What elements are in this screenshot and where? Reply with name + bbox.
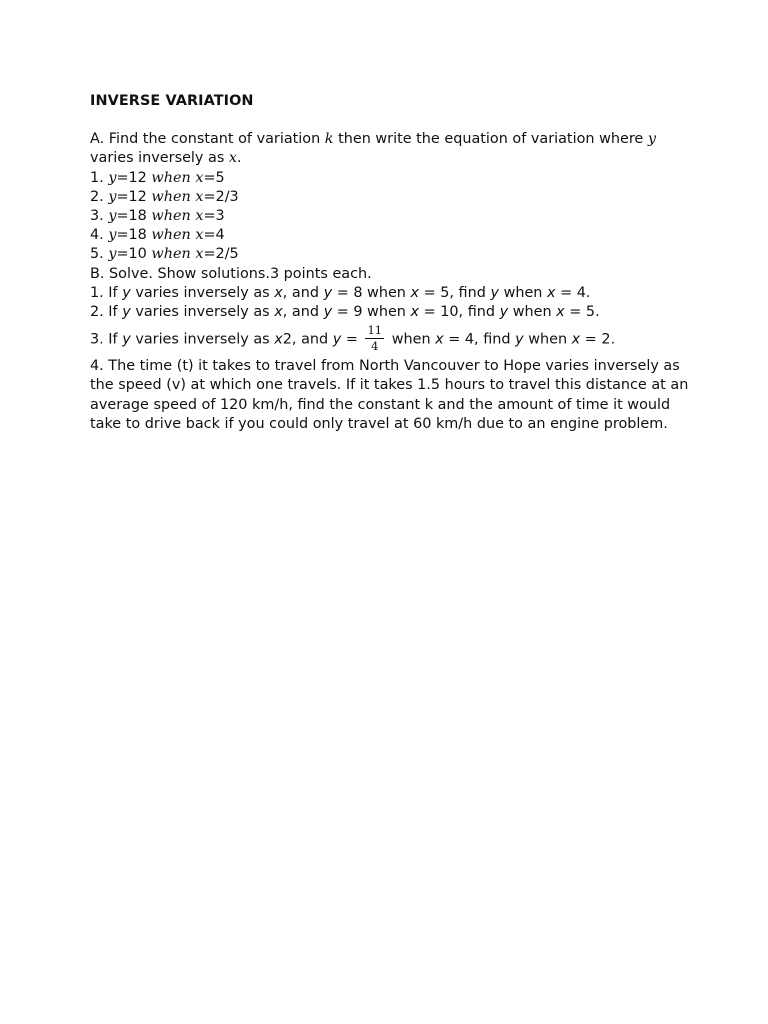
- var-x: x: [228, 150, 238, 167]
- problem-b2: 2. If y varies inversely as x, and y = 9 when x = 10, find y when x = 5.: [90, 304, 600, 321]
- part-a-instructions: A. Find the constant of variation k then write the equation of variation where y varies inversely as x.: [90, 131, 656, 167]
- var-k: k: [324, 131, 334, 148]
- worksheet-page: [90, 92, 690, 434]
- part-b-heading: B. Solve. Show solutions.3 points each.: [90, 265, 372, 282]
- list-item: 1. y=12 when x=5: [90, 169, 225, 186]
- list-item: 5. y=10 when x=2/5: [90, 246, 239, 263]
- fraction-11-over-4: $\frac{11}{4}$: [367, 323, 383, 354]
- list-item: 4. y=18 when x=4: [90, 227, 225, 244]
- page-title: INVERSE VARIATION: [90, 93, 254, 109]
- list-item: 2. y=12 when x=2/3: [90, 188, 239, 205]
- list-item: 3. y=18 when x=3: [90, 208, 225, 225]
- problem-b3: 3. If y varies inversely as x2, and y = $\frac{11}{4}$ when x = 4, find y when x = 2.: [90, 323, 616, 354]
- problem-b4: 4. The time (t) it takes to travel from North Vancouver to Hope varies inversely as the speed (v) at which one travels. If it takes 1.5 hours to travel this distance at an average speed of 120 km/h, find the constant k and the amount of time it would take to drive back if you could only travel at 60 km/h due to an engine problem.: [90, 358, 689, 432]
- var-y: y: [647, 131, 656, 148]
- problem-b1: 1. If y varies inversely as x, and y = 8 when x = 5, find y when x = 4.: [90, 284, 591, 301]
